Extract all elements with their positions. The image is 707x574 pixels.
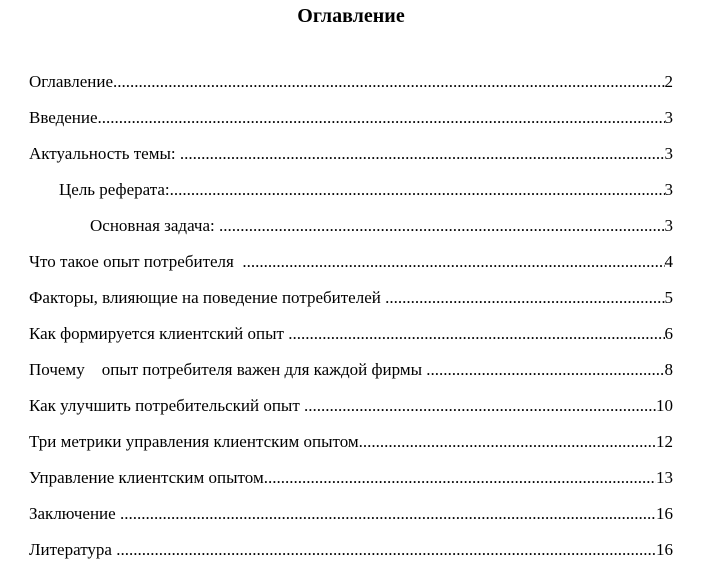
toc-page-number: 16 <box>656 504 673 523</box>
dot-leader <box>170 178 665 202</box>
dot-leader <box>264 466 656 490</box>
toc-page-number: 13 <box>656 468 673 487</box>
toc-page-number: 3 <box>664 216 673 235</box>
toc-entry-text: Почему опыт потребителя важен для каждой фирмы <box>29 360 427 379</box>
toc-page-number: 3 <box>664 108 673 127</box>
table-of-contents <box>29 70 673 574</box>
dot-leader <box>113 70 665 94</box>
toc-page-number: 8 <box>664 360 673 379</box>
dot-leader <box>359 430 656 454</box>
toc-entry-text: Цель реферата: <box>59 180 170 199</box>
toc-entry-text: Актуальность темы: <box>29 144 180 163</box>
toc-page-number: 16 <box>656 540 673 559</box>
dot-leader <box>426 358 664 382</box>
toc-entry-text: Факторы, влияющие на поведение потребителей <box>29 288 386 307</box>
toc-entry-relevance[interactable] <box>29 142 673 178</box>
toc-entry-text: Введение <box>29 108 98 127</box>
dot-leader <box>242 250 664 274</box>
dot-leader <box>98 106 665 130</box>
toc-entry-text: Что такое опыт потребителя <box>29 252 243 271</box>
toc-entry-main-task[interactable] <box>29 214 673 250</box>
toc-entry-introduction[interactable] <box>29 106 673 142</box>
toc-page-number: 4 <box>664 252 673 271</box>
toc-entry-goal[interactable] <box>29 178 673 214</box>
toc-entry-text: Как формируется клиентский опыт <box>29 324 289 343</box>
toc-page-number: 5 <box>664 288 673 307</box>
toc-entry-text: Литература <box>29 540 117 559</box>
toc-page-number: 6 <box>664 324 673 343</box>
dot-leader <box>385 286 664 310</box>
toc-entry-factors[interactable] <box>29 286 673 322</box>
toc-entry-text: Управление клиентским опытом <box>29 468 264 487</box>
toc-page-number: 3 <box>664 144 673 163</box>
dot-leader <box>116 538 656 562</box>
toc-page-number: 2 <box>664 72 673 91</box>
toc-entry-text: Заключение <box>29 504 120 523</box>
toc-entry-text: Оглавление <box>29 72 113 91</box>
toc-entry-conclusion[interactable] <box>29 502 673 538</box>
toc-entry-text: Как улучшить потребительский опыт <box>29 396 305 415</box>
dot-leader <box>120 502 656 526</box>
page-title: Оглавление <box>297 5 405 27</box>
toc-entry-management[interactable] <box>29 466 673 502</box>
toc-page-number: 3 <box>664 180 673 199</box>
toc-page-number: 10 <box>656 396 673 415</box>
dot-leader <box>219 214 664 238</box>
dot-leader <box>304 394 656 418</box>
toc-entry-metrics[interactable] <box>29 430 673 466</box>
toc-entry-importance[interactable] <box>29 358 673 394</box>
dot-leader <box>288 322 664 346</box>
dot-leader <box>180 142 665 166</box>
toc-entry-improvement[interactable] <box>29 394 673 430</box>
toc-entry-formation[interactable] <box>29 322 673 358</box>
toc-entry-contents[interactable] <box>29 70 673 106</box>
toc-entry-text: Основная задача: <box>90 216 220 235</box>
toc-entry-text: Три метрики управления клиентским опытом <box>29 432 359 451</box>
toc-entry-consumer-experience[interactable] <box>29 250 673 286</box>
toc-page-number: 12 <box>656 432 673 451</box>
